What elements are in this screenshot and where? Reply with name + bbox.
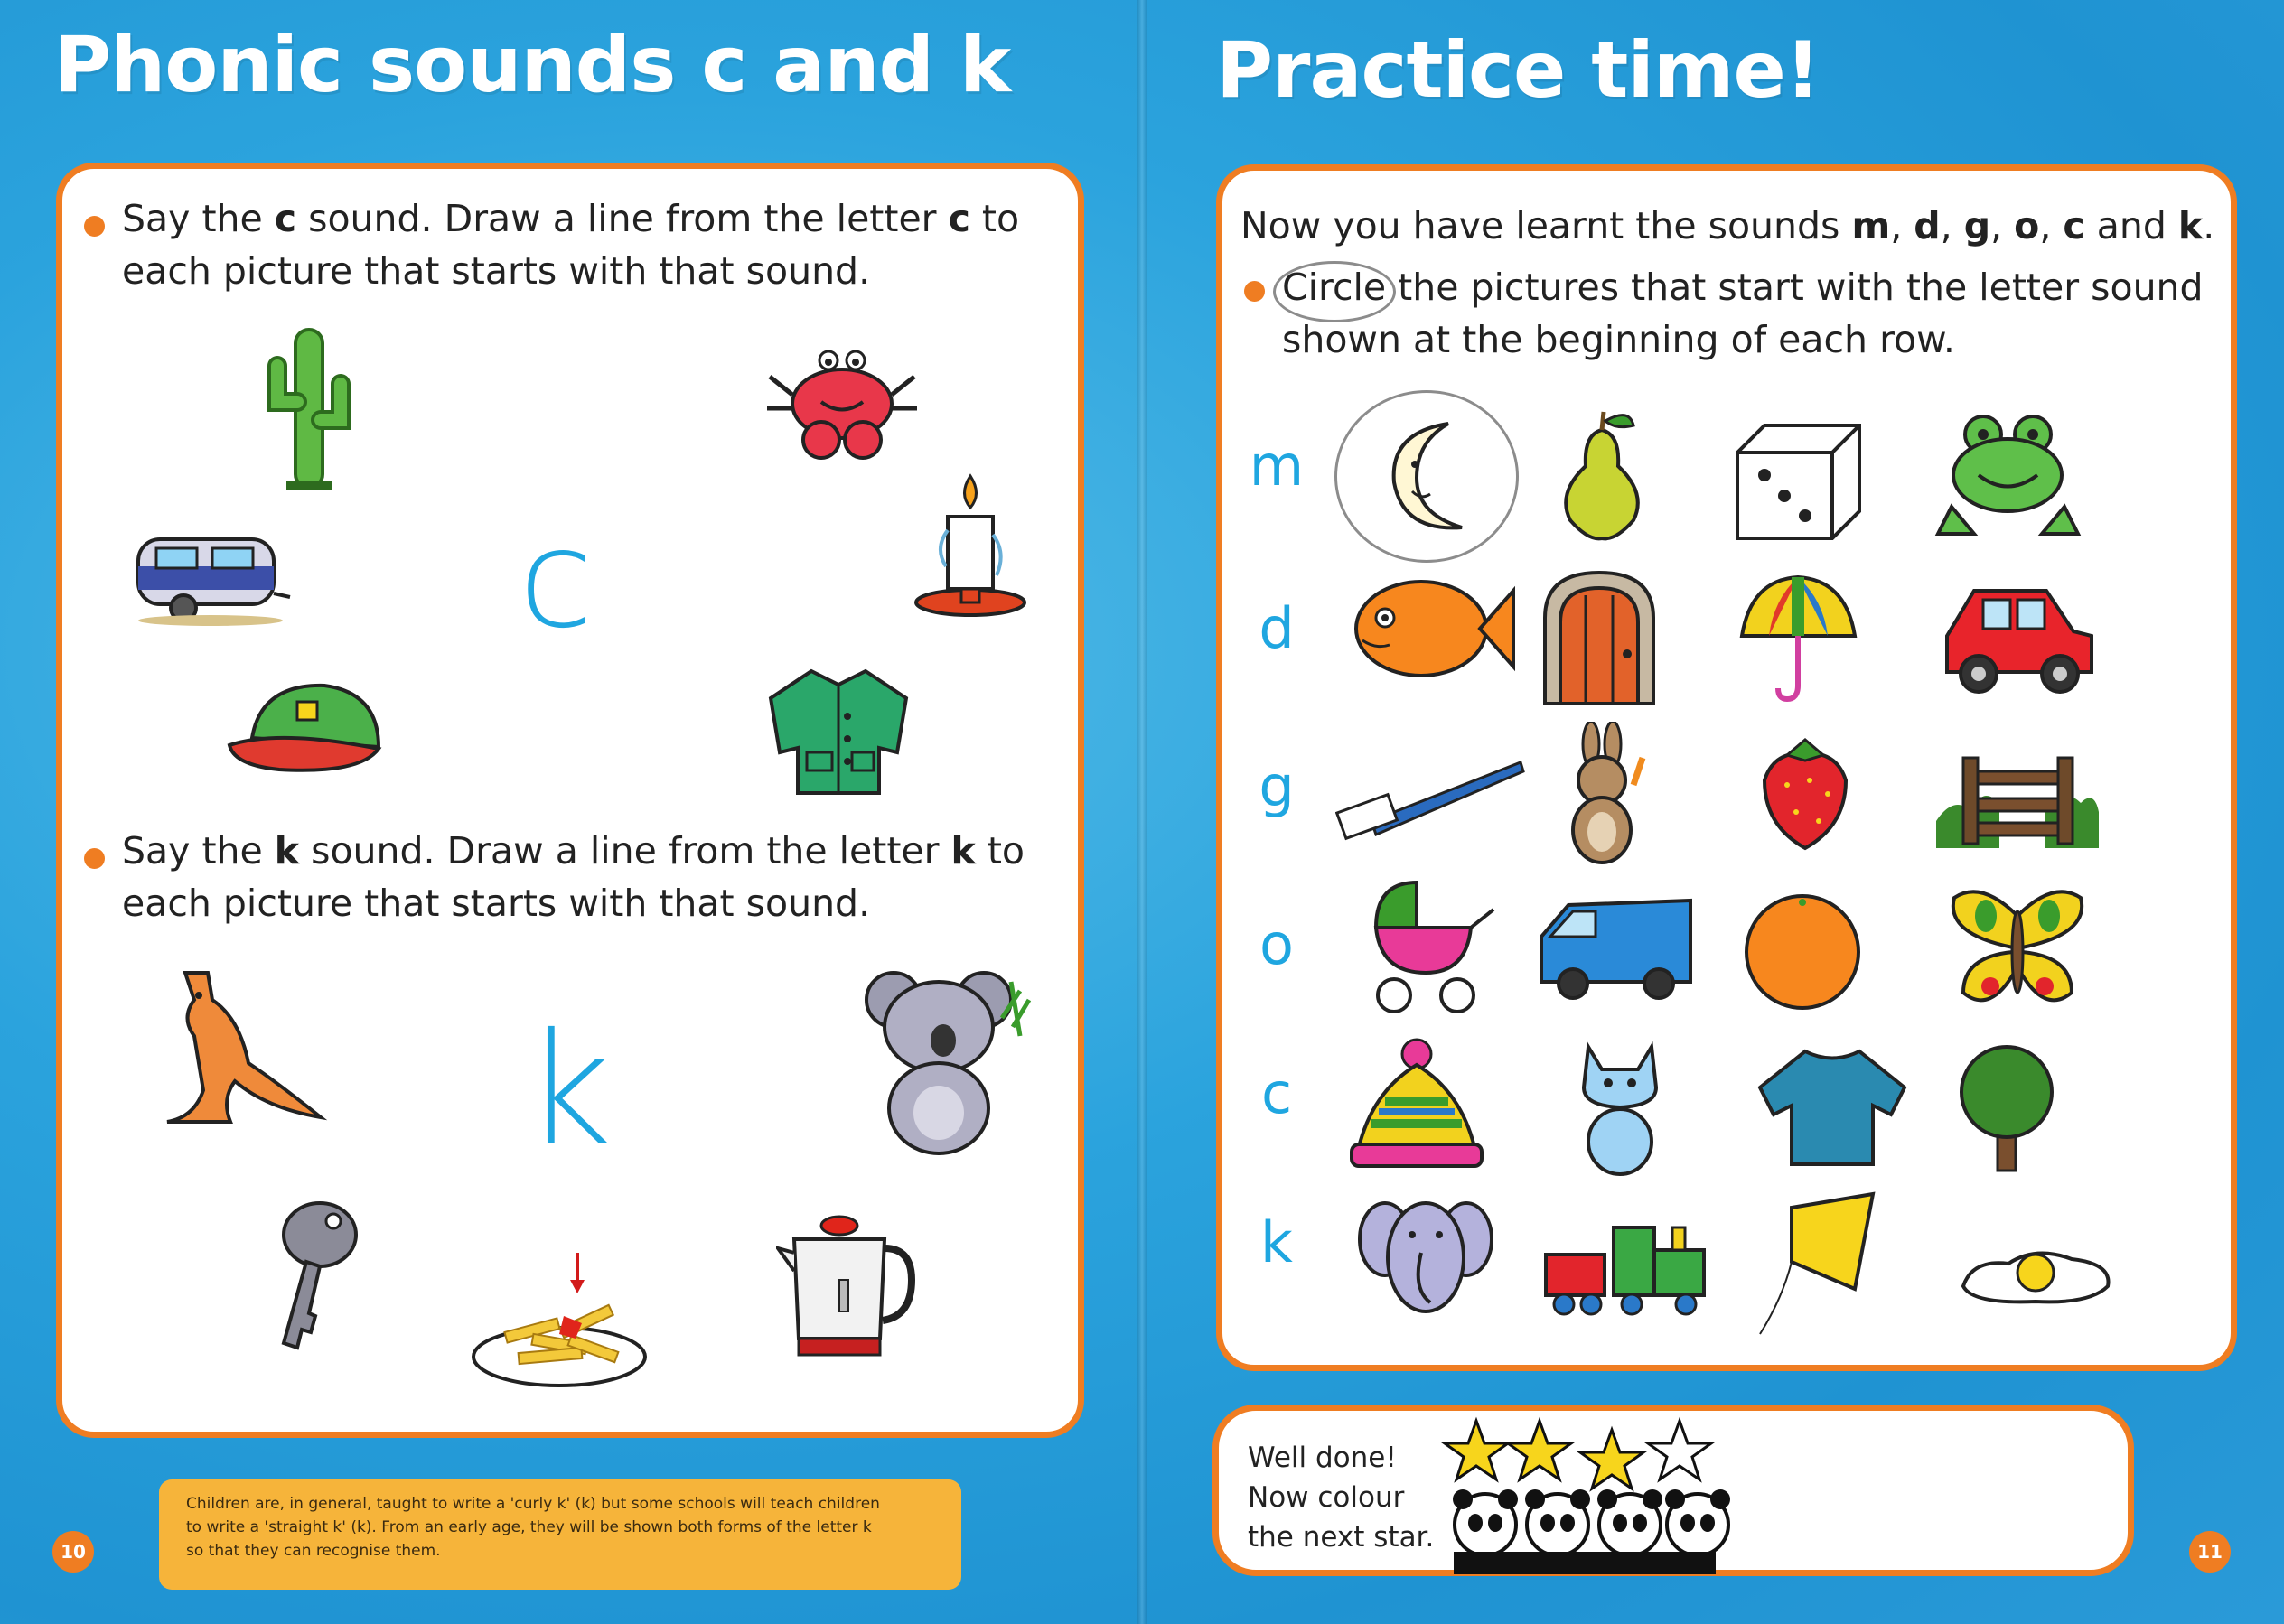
well-done-message: Well done! Now colour the next star. bbox=[1248, 1442, 1435, 1554]
strawberry-icon bbox=[1755, 735, 1855, 853]
cat-picture[interactable] bbox=[1570, 1033, 1670, 1178]
note-line: Children are, in general, taught to write a 'curly k' (k) but some schools will teach children bbox=[186, 1495, 880, 1513]
van-picture[interactable] bbox=[1532, 891, 1695, 1004]
row-letter-c: c bbox=[1260, 1060, 1293, 1126]
row-letter-m: m bbox=[1249, 433, 1305, 499]
pear-icon bbox=[1548, 407, 1656, 543]
cat-icon bbox=[1570, 1033, 1670, 1178]
car-icon bbox=[1929, 573, 2101, 699]
left-page bbox=[0, 0, 1140, 1624]
door-picture[interactable] bbox=[1540, 568, 1658, 708]
row-letter-g: g bbox=[1259, 753, 1295, 819]
crab-picture[interactable] bbox=[765, 341, 919, 462]
instruction-c: Say the c sound. Draw a line from the letter c to each picture that starts with that sound. bbox=[122, 197, 1020, 293]
caravan-icon bbox=[129, 521, 292, 628]
tree-icon bbox=[1952, 1042, 2061, 1173]
activity-panel-right bbox=[1216, 164, 2237, 1371]
frog-picture[interactable] bbox=[1933, 407, 2083, 543]
toothbrush-picture[interactable] bbox=[1335, 749, 1525, 848]
key-picture[interactable] bbox=[266, 1199, 365, 1352]
bullet-icon bbox=[84, 216, 105, 237]
letter-k-large: k bbox=[523, 1001, 613, 1180]
candle-icon bbox=[903, 467, 1038, 630]
jumper-icon bbox=[1755, 1042, 1909, 1169]
koala-picture[interactable] bbox=[857, 964, 1038, 1158]
orange-icon bbox=[1742, 891, 1864, 1013]
pram-icon bbox=[1362, 873, 1498, 1018]
dice-picture[interactable] bbox=[1728, 416, 1864, 543]
cactus-picture[interactable] bbox=[259, 321, 359, 492]
elephant-picture[interactable] bbox=[1358, 1190, 1493, 1321]
note-line: to write a 'straight k' (k). From an early age, they will be shown both forms of the letter k bbox=[186, 1518, 872, 1536]
bullet-icon bbox=[1244, 281, 1265, 302]
elephant-icon bbox=[1358, 1190, 1493, 1321]
toothbrush-icon bbox=[1335, 749, 1525, 848]
fish-icon bbox=[1349, 573, 1516, 686]
rabbit-picture[interactable] bbox=[1557, 722, 1652, 866]
butterfly-picture[interactable] bbox=[1945, 880, 2090, 1015]
parent-note bbox=[159, 1479, 961, 1590]
strawberry-picture[interactable] bbox=[1755, 735, 1855, 853]
row-letter-o: o bbox=[1259, 911, 1294, 977]
star-tracker bbox=[1436, 1416, 1761, 1574]
gate-icon bbox=[1936, 749, 2099, 848]
train-icon bbox=[1541, 1200, 1708, 1322]
page-number-left: 10 bbox=[52, 1531, 94, 1573]
moon-picture[interactable] bbox=[1362, 415, 1489, 541]
kite-icon bbox=[1755, 1190, 1891, 1339]
orange-picture[interactable] bbox=[1742, 891, 1864, 1013]
jumper-picture[interactable] bbox=[1755, 1042, 1909, 1169]
fish-picture[interactable] bbox=[1349, 573, 1516, 686]
coat-icon bbox=[762, 662, 915, 798]
butterfly-icon bbox=[1945, 880, 2090, 1015]
crab-icon bbox=[765, 341, 919, 462]
star-icon-filled[interactable] bbox=[1580, 1430, 1643, 1489]
egg-picture[interactable] bbox=[1954, 1237, 2117, 1309]
kite-picture[interactable] bbox=[1755, 1190, 1891, 1339]
umbrella-picture[interactable] bbox=[1737, 573, 1859, 704]
coat-picture[interactable] bbox=[762, 662, 915, 798]
chips-picture[interactable] bbox=[469, 1253, 650, 1388]
kettle-icon bbox=[776, 1208, 921, 1361]
car-picture[interactable] bbox=[1929, 573, 2101, 699]
van-icon bbox=[1532, 891, 1695, 1004]
panda-group bbox=[1453, 1489, 1730, 1574]
caravan-picture[interactable] bbox=[129, 521, 292, 628]
letter-c-large: c bbox=[519, 501, 594, 658]
cap-picture[interactable] bbox=[225, 675, 388, 783]
bullet-icon bbox=[84, 848, 105, 869]
frog-icon bbox=[1933, 407, 2083, 543]
door-icon bbox=[1540, 568, 1658, 708]
candle-picture[interactable] bbox=[903, 467, 1038, 630]
umbrella-icon bbox=[1737, 573, 1859, 704]
progress-stars-panel bbox=[1212, 1405, 2134, 1576]
train-picture[interactable] bbox=[1541, 1200, 1708, 1322]
kangaroo-icon bbox=[158, 964, 330, 1131]
instruction-k: Say the k sound. Draw a line from the letter k to each picture that starts with that sound. bbox=[122, 829, 1025, 925]
dice-icon bbox=[1728, 416, 1864, 543]
pram-picture[interactable] bbox=[1362, 873, 1498, 1018]
rabbit-icon bbox=[1557, 722, 1652, 866]
activity-panel-left bbox=[56, 163, 1084, 1438]
star-icon-empty[interactable] bbox=[1648, 1421, 1711, 1479]
page-number-right: 11 bbox=[2189, 1531, 2231, 1573]
moon-icon bbox=[1362, 415, 1489, 541]
intro-sentence: Now you have learnt the sounds m, d, g, o, c and k. bbox=[1240, 204, 2215, 247]
page-title-right: Practice time! bbox=[1216, 25, 1821, 116]
hat-picture[interactable] bbox=[1344, 1038, 1489, 1173]
key-icon bbox=[266, 1199, 365, 1352]
koala-icon bbox=[857, 964, 1038, 1158]
chips-icon bbox=[469, 1253, 650, 1388]
star-icon-filled[interactable] bbox=[1445, 1421, 1508, 1479]
pear-picture[interactable] bbox=[1548, 407, 1656, 543]
right-page bbox=[1144, 0, 2284, 1624]
star-icon-filled[interactable] bbox=[1508, 1421, 1571, 1479]
page-title-left: Phonic sounds c and k bbox=[54, 20, 1011, 110]
row-letter-d: d bbox=[1259, 595, 1295, 661]
tree-picture[interactable] bbox=[1952, 1042, 2061, 1173]
gate-picture[interactable] bbox=[1936, 749, 2099, 848]
row-letter-k: k bbox=[1260, 1209, 1293, 1275]
instruction-circle: Circle the pictures that start with the letter sound shown at the beginning of each row. bbox=[1282, 266, 2204, 361]
cap-icon bbox=[225, 675, 388, 783]
kangaroo-picture[interactable] bbox=[158, 964, 330, 1131]
egg-icon bbox=[1954, 1237, 2117, 1309]
kettle-picture[interactable] bbox=[776, 1208, 921, 1361]
note-line: so that they can recognise them. bbox=[186, 1542, 441, 1560]
cactus-icon bbox=[259, 321, 359, 492]
hat-icon bbox=[1344, 1038, 1489, 1173]
